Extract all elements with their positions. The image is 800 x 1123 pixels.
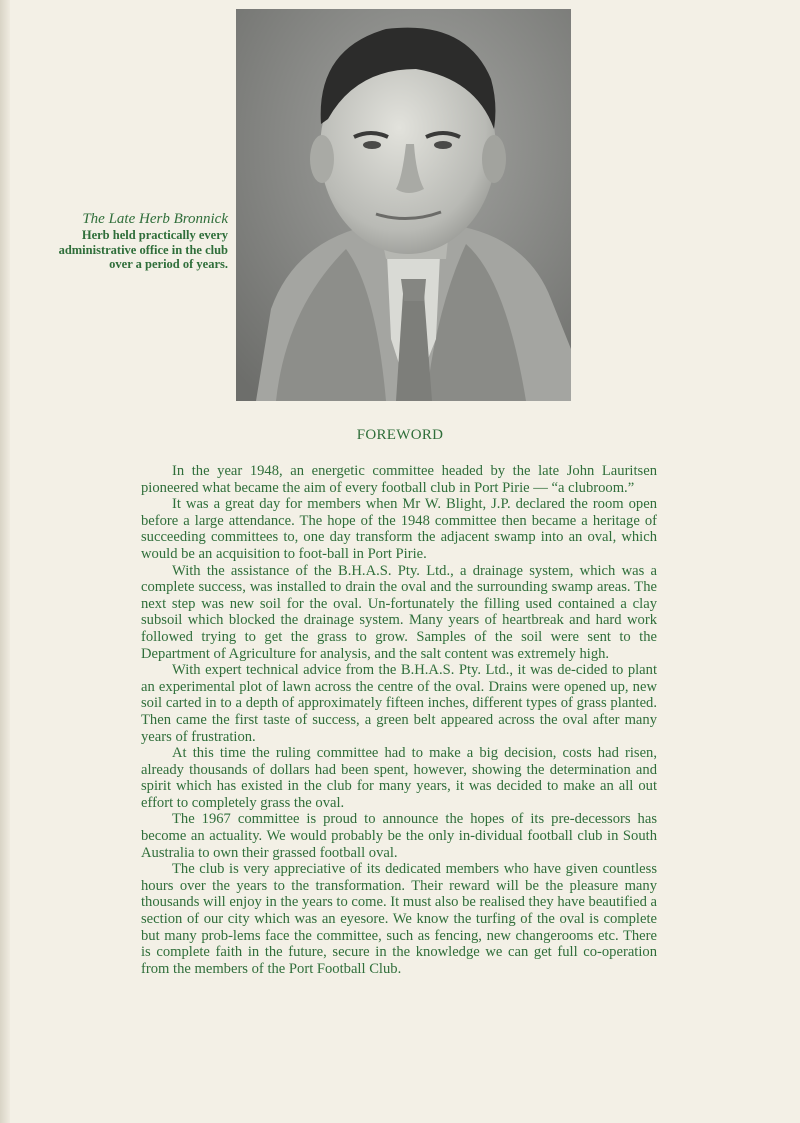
paragraph: With the assistance of the B.H.A.S. Pty. Ltd., a drainage system, which was a complete success, was installed to drain the oval and the surrounding swamp areas. The next step was new soil for the oval. Un-fortunately the filling used contained a clay subsoil which blocked the drainage system. Many years of heartbreak and hard work followed trying to get the grass to grow. Samples of the soil were sent to the Department of Agriculture for analysis, and the salt content was extremely high. [141, 562, 657, 662]
paragraph: With expert technical advice from the B.H.A.S. Pty. Ltd., it was de-cided to plant an experimental plot of lawn across the centre of the oval. Drains were opened up, new soil carted in to a depth of approximately fifteen inches, different types of grass planted. Then came the first taste of success, a green belt appeared across the oval after many years of frustration. [141, 662, 657, 745]
photo-caption [40, 211, 228, 272]
paragraph: It was a great day for members when Mr W. Blight, J.P. declared the room open before a large attendance. The hope of the 1948 committee then became a heritage of succeeding committees to, one day transform the adjacent swamp into an oval, which would be an acquisition to foot-ball in Port Pirie. [141, 496, 657, 562]
paragraph: The club is very appreciative of its dedicated members who have given countless hours over the years to the transformation. Their reward will be the pleasure many thousands will enjoy in the years to come. It must also be realised they have beautified a section of our city which was an eyesore. We know the turfing of the oval is complete but many prob-lems face the committee, such as fencing, new changerooms etc. There is complete faith in the future, secure in the knowledge we can get full co-operation from the members of the Port Football Club. [141, 861, 657, 977]
caption-name: The Late Herb Bronnick [82, 211, 228, 227]
paragraph: In the year 1948, an energetic committee headed by the late John Lauritsen pioneered what became the aim of every football club in Port Pirie — “a clubroom.” [141, 463, 657, 496]
page-title: FOREWORD [356, 427, 444, 443]
foreword-body [141, 463, 657, 977]
portrait-photo [236, 9, 571, 401]
page-edge [0, 0, 10, 1123]
paragraph: The 1967 committee is proud to announce the hopes of its pre-decessors has become an actuality. We would probably be the only in-dividual football club in South Australia to own their grassed football oval. [141, 811, 657, 861]
caption-text: Herb held practically every administrative office in the club over a period of years. [58, 228, 228, 271]
portrait-photo-icon [236, 9, 571, 401]
paragraph: At this time the ruling committee had to make a big decision, costs had risen, already thousands of dollars had been spent, however, showing the determination and spirit which has existed in the club for many years, it was decided to make an all out effort to completely grass the oval. [141, 745, 657, 811]
